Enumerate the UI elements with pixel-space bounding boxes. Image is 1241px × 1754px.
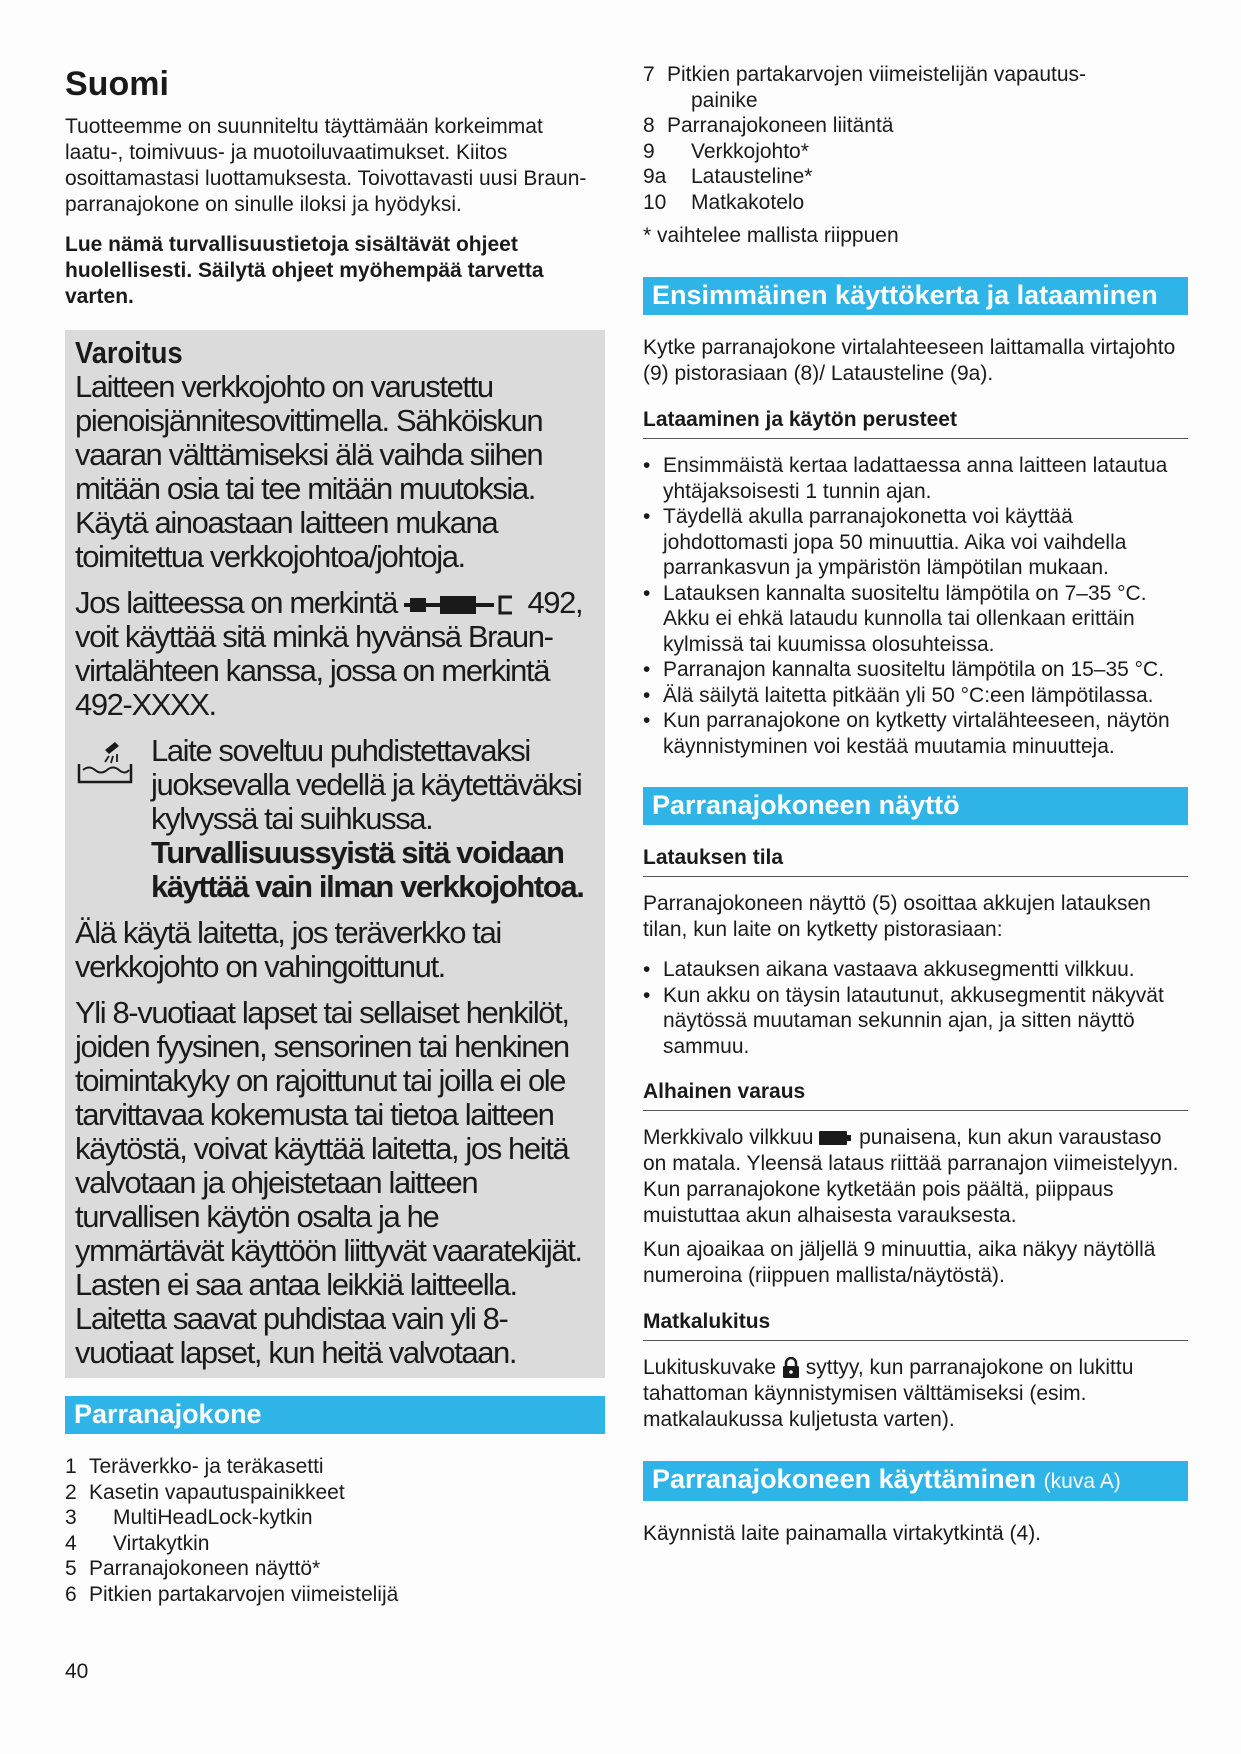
warning-paragraph-4: Yli 8-vuotiaat lapset tai sellaiset henkilöt, joiden fyysinen, sensorinen tai henkinen toimintakyky on rajoittunut tai joilla ei ole tarvittavaa kokemusta tai tietoa laitteen käytöstä, voivat käyttää laitetta, jos heitä valvotaan ja ohjeistetaan laitteen turvallisen käytön osalta ja he ymmärtävät käyttöön liittyvät vaaratekijät. Lasten ei saa antaa leikkiä laitteella. Laitetta saavat puhdistaa vain yli 8-vuotiaat lapset, kun heitä valvotaan. (75, 995, 582, 1370)
parts-list-right (643, 62, 1188, 215)
list-item: • Ensimmäistä kertaa ladattaessa anna laitteen latautua yhtäjaksoisesti 1 tunnin ajan. (643, 453, 1188, 504)
section-heading-first-use: Ensimmäinen käyttökerta ja lataaminen (643, 277, 1188, 315)
list-item: 10 Matkakotelo (643, 190, 805, 214)
list-item: 7 Pitkien partakarvojen viimeistelijän vapautus- (643, 63, 1087, 86)
parts-list-left (65, 1454, 605, 1607)
subheading-travel-lock: Matkalukitus (643, 1309, 1188, 1341)
list-item: 5 Parranajokoneen näyttö* (65, 1557, 321, 1580)
water-text-bold: Turvallisuussyistä sitä voidaan käyttää vain ilman verkkojohtoa. (151, 835, 584, 904)
water-note (75, 734, 593, 904)
water-icon-wrap (75, 734, 151, 904)
section-heading-shaver: Parranajokone (65, 1396, 605, 1434)
list-item: • Täydellä akulla parranajokonetta voi käyttää johdottomasti jopa 50 minuuttia. Aika voi vaihdella parrankasvun ja ympäristön lämpötilan mukaan. (643, 504, 1188, 581)
right-column (643, 62, 1188, 1547)
list-item: 9 Verkkojohto* (643, 139, 809, 163)
subheading-low-charge: Alhainen varaus (643, 1079, 1188, 1111)
list-item: • Älä säilytä laitetta pitkään yli 50 °C:een lämpötilassa. (643, 683, 1188, 709)
page-number: 40 (65, 1660, 89, 1683)
subheading-charging-basics: Lataaminen ja käytön perusteet (643, 407, 1188, 439)
safety-note: Lue nämä turvallisuustietoja sisältävät ohjeet huolellisesti. Säilytä ohjeet myöhempää tarvetta varten. (65, 233, 544, 308)
battery-low-icon (819, 1130, 853, 1146)
list-item: 1 Teräverkko- ja teräkasetti (65, 1455, 324, 1478)
charge-status-bullets (643, 957, 1188, 1059)
section-heading-using-shaver: Parranajokoneen käyttäminen (kuva A) (643, 1461, 1188, 1501)
warning-paragraph-2 (75, 586, 593, 722)
shower-bath-icon (75, 736, 135, 788)
list-item: 4 Virtakytkin (65, 1531, 210, 1555)
page-title: Suomi (65, 65, 169, 103)
list-item: • Latauksen kannalta suositeltu lämpötila on 7–35 °C. Akku ei ehkä lataudu kunnolla tai ollenkaan erittäin kylmissä tai kuumissa olosuhteissa. (643, 581, 1188, 658)
power-plug-symbol-icon (404, 592, 520, 618)
warning-paragraph-1: Laitteen verkkojohto on varustettu pienoisjännitesovittimella. Sähköiskun vaaran välttämiseksi älä vaihda siihen mitään osia tai tee mitään muutoksia. Käytä ainoastaan laitteen mukana toimitettua verkkojohtoa/johtoja. (75, 369, 543, 574)
travel-lock-text: Lukituskuvake syttyy, kun parranajokone on lukittu tahattoman käynnistymisen välttämiseksi (esim. matkalaukussa kuljetusta varten). (643, 1356, 1134, 1431)
intro-text: Tuotteemme on suunniteltu täyttämään korkeimmat laatu-, toimivuus- ja muotoiluvaatimukset. Kiitos osoittamastasi luottamuksesta. Toivottavasti uusi Braun-parranajokone on sinulle iloksi ja hyödyksi. (65, 115, 587, 216)
list-item: 6 Pitkien partakarvojen viimeistelijä (65, 1582, 399, 1606)
list-item: 8 Parranajokoneen liitäntä (643, 114, 894, 137)
list-item: • Kun akku on täysin latautunut, akkusegmentit näkyvät näytössä muutaman sekunnin ajan, ja sitten näyttö sammuu. (643, 983, 1188, 1060)
list-item: 2 Kasetin vapautuspainikkeet (65, 1480, 345, 1504)
footnote: * vaihtelee mallista riippuen (643, 224, 899, 247)
section-heading-display: Parranajokoneen näyttö (643, 787, 1188, 825)
warning-paragraph-2-end: 492, voit käyttää sitä minkä hyvänsä Braun-virtalähteen kanssa, jossa on merkintä 492-XXXX. (75, 585, 583, 722)
first-use-text: Kytke parranajokone virtalahteeseen laittamalla virtajohto (9) pistorasiaan (8)/ Latausteline (9a). (643, 336, 1176, 385)
charging-bullets (643, 453, 1188, 759)
subheading-charge-status: Latauksen tila (643, 845, 1188, 877)
water-text-normal: Laite soveltuu puhdistettavaksi juoksevalla vedellä ja käytettäväksi kylvyssä tai suihkussa. (151, 733, 582, 836)
list-item: painike (691, 88, 758, 112)
remaining-time-text: Kun ajoaikaa on jäljellä 9 minuuttia, aika näkyy näytöllä numeroina (riippuen mallista/näytöstä). (643, 1238, 1156, 1287)
using-shaver-text: Käynnistä laite painamalla virtakytkintä (4). (643, 1522, 1042, 1545)
list-item: • Kun parranajokone on kytketty virtalähteeseen, näytön käynnistyminen voi kestää muutamia minuutteja. (643, 708, 1188, 759)
water-text (151, 734, 593, 904)
warning-title: Varoitus (75, 335, 183, 370)
warning-box (65, 330, 605, 1378)
lock-icon (782, 1357, 800, 1379)
low-charge-text: Merkkivalo vilkkuu punaisena, kun akun varaustaso on matala. Yleensä lataus riittää parranajon viimeistelyyn. Kun parranajokone kytketään pois päältä, piippaus muistuttaa akun alhaisesta varauksesta. (643, 1126, 1179, 1227)
left-column (65, 62, 605, 1607)
charge-status-text: Parranajokoneen näyttö (5) osoittaa akkujen latauksen tilan, kun laite on kytketty pistorasiaan: (643, 892, 1151, 941)
list-item: 9a Latausteline* (643, 165, 813, 188)
list-item: • Parranajon kannalta suositeltu lämpötila on 15–35 °C. (643, 657, 1188, 683)
list-item: 3 MultiHeadLock-kytkin (65, 1506, 313, 1529)
list-item: • Latauksen aikana vastaava akkusegmentti vilkkuu. (643, 957, 1188, 983)
warning-paragraph-2-start: Jos laitteessa on merkintä (75, 585, 397, 620)
warning-paragraph-3: Älä käytä laitetta, jos teräverkko tai verkkojohto on vahingoittunut. (75, 915, 501, 984)
